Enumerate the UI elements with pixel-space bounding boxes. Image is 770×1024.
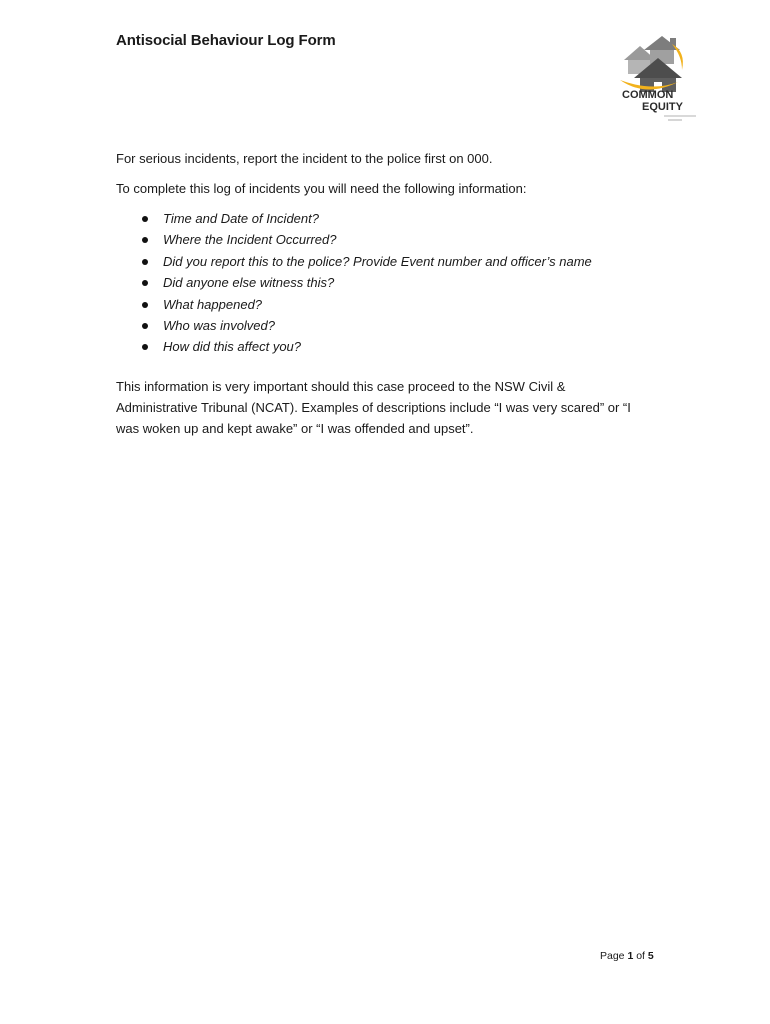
list-item-text: Who was involved? — [163, 318, 275, 334]
information-checklist — [116, 208, 592, 358]
page-title: Antisocial Behaviour Log Form — [116, 32, 336, 49]
serious-incidents-notice: For serious incidents, report the incident to the police first on 000. — [116, 151, 493, 166]
bullet-icon — [142, 280, 148, 286]
list-item-text: How did this affect you? — [163, 339, 302, 355]
importance-paragraph: This information is very important should this case proceed to the NSW Civil & Administrative Tribunal (NCAT). Examples of descriptions include “I was very scared” or “I was woken up and kept awake” or “I was offended and upset”. — [116, 379, 631, 436]
page-label: Page — [600, 950, 625, 962]
bullet-icon — [142, 216, 148, 222]
page-current: 1 — [627, 950, 634, 962]
list-item — [116, 208, 592, 229]
bullet-icon — [142, 302, 148, 308]
house-logo-icon — [606, 30, 714, 126]
list-item — [116, 229, 592, 250]
list-item — [116, 336, 592, 357]
common-equity-logo — [606, 30, 714, 126]
instructions-intro: To complete this log of incidents you will need the following information: — [116, 181, 527, 196]
list-item — [116, 315, 592, 336]
logo-line2: EQUITY — [642, 101, 683, 113]
bullet-icon — [142, 344, 148, 350]
list-item-text: What happened? — [163, 296, 263, 312]
of-label: of — [636, 950, 645, 962]
list-item — [116, 272, 592, 293]
list-item-text: Where the Incident Occurred? — [163, 232, 337, 248]
bullet-icon — [142, 259, 148, 265]
page-total: 5 — [647, 950, 654, 962]
bullet-icon — [142, 323, 148, 329]
logo-line1: COMMON — [622, 89, 674, 101]
bullet-icon — [142, 237, 148, 243]
list-item — [116, 251, 592, 272]
list-item — [116, 294, 592, 315]
list-item-text: Time and Date of Incident? — [163, 211, 319, 226]
page-number — [600, 950, 654, 962]
list-item-text: Did anyone else witness this? — [163, 275, 335, 291]
list-item-text: Did you report this to the police? Provide Event number and officer’s name — [163, 253, 592, 269]
